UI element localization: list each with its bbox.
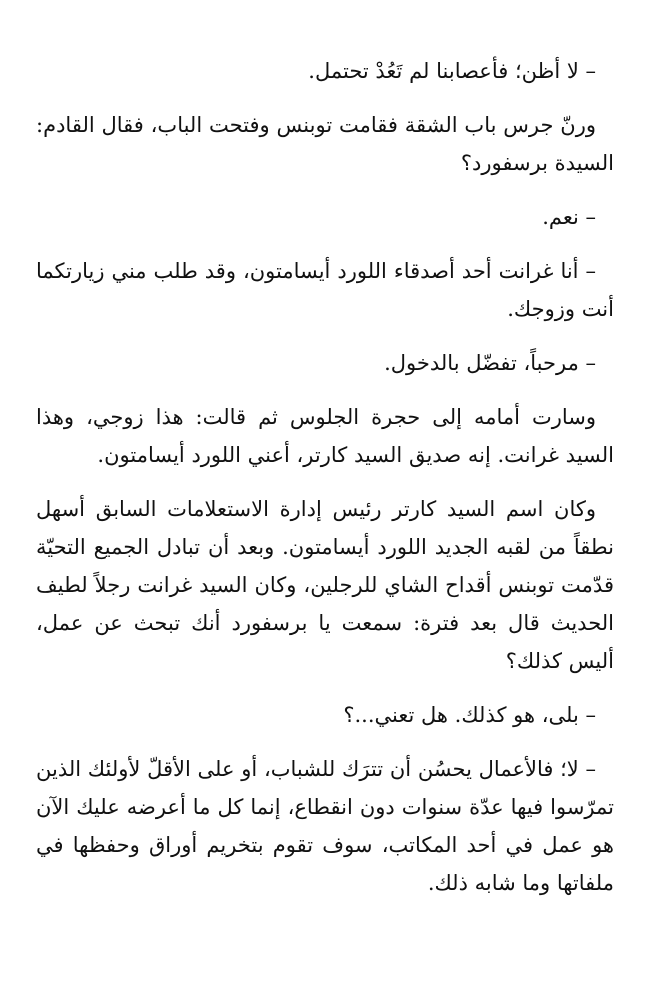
narrative-paragraph-2: وسارت أمامه إلى حجرة الجلوس ثم قالت: هذا زوجي، وهذا السيد غرانت. إنه صديق السيد كارتر، أعني اللورد أيسامتون.: [36, 405, 614, 467]
dialogue-paragraph-1: – لا أظن؛ فأعصابنا لم تَعُدْ تحتمل.: [308, 59, 596, 83]
dialogue-paragraph-2: – نعم.: [542, 205, 596, 229]
narrative-paragraph-3: وكان اسم السيد كارتر رئيس إدارة الاستعلامات السابق أسهل نطقاً من لقبه الجديد اللورد أيسامتون. وبعد أن تبادل الجميع التحيّة قدّمت توبنس أقداح الشاي للرجلين، وكان السيد غرانت رجلاً لطيف الحديث قال بعد فترة: سمعت يا برسفورد أنك تبحث عن عمل، أليس كذلك؟: [36, 497, 614, 673]
dialogue-paragraph-6: – لا؛ فالأعمال يحسُن أن تترَك للشباب، أو على الأقلّ لأولئك الذين تمرّسوا فيها عدّة سنوات دون انقطاع، إنما كل ما أعرضه عليك الآن هو عمل في أحد المكاتب، سوف تقوم بتخريم أوراق وحفظها في ملفاتها وما شابه ذلك.: [36, 757, 614, 895]
book-page: [36, 52, 614, 918]
narrative-paragraph-1: ورنّ جرس باب الشقة فقامت توبنس وفتحت الباب، فقال القادم: السيدة برسفورد؟: [36, 113, 614, 175]
dialogue-paragraph-4: – مرحباً، تفضّل بالدخول.: [384, 351, 596, 375]
dialogue-paragraph-3: – أنا غرانت أحد أصدقاء اللورد أيسامتون، وقد طلب مني زيارتكما أنت وزوجك.: [36, 259, 614, 321]
dialogue-paragraph-5: – بلى، هو كذلك. هل تعني...؟: [343, 703, 596, 727]
